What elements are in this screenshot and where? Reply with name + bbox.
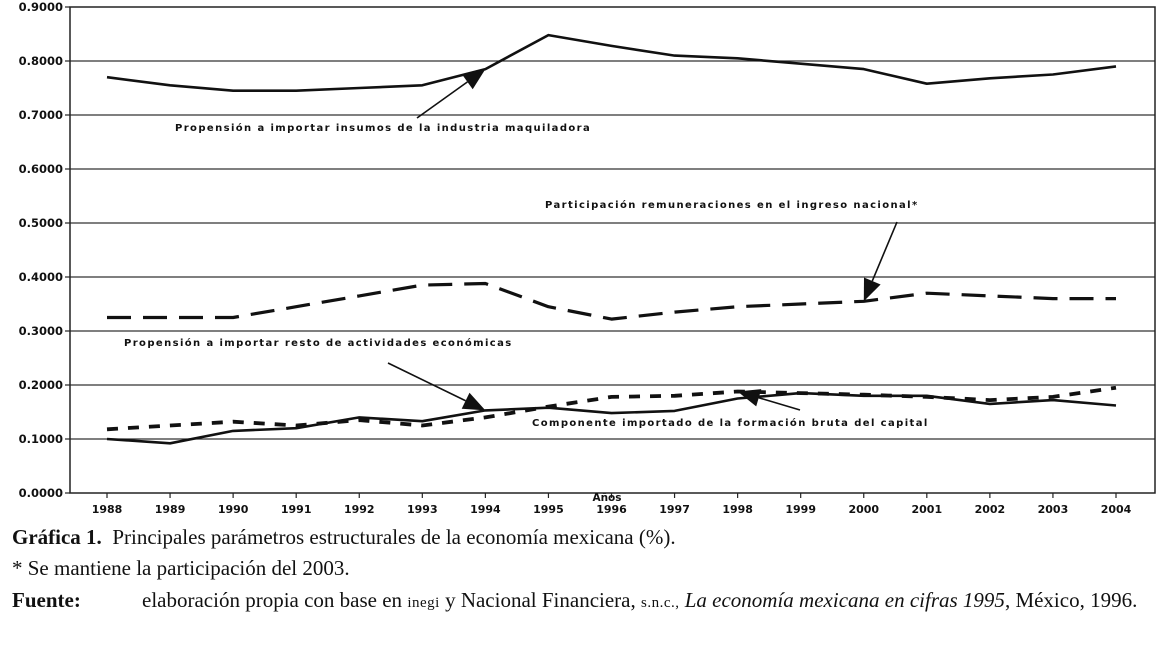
annotation-componente-importado: Componente importado de la formación bruta del capital bbox=[532, 418, 929, 429]
source-org-inegi: inegi bbox=[407, 595, 440, 611]
figure-label: Gráfica 1. bbox=[12, 525, 102, 549]
y-tick-label: 0.2000 bbox=[18, 378, 63, 392]
series-line-1 bbox=[107, 284, 1116, 320]
x-tick-label: 1998 bbox=[722, 503, 753, 515]
source-mid: y Nacional Financiera, bbox=[445, 588, 636, 612]
x-tick-label: 2001 bbox=[911, 503, 943, 515]
arrow-participacion-head bbox=[864, 278, 881, 302]
x-tick-label: 1997 bbox=[659, 503, 690, 515]
annotation-arrows bbox=[388, 69, 897, 410]
x-tick-label: 2003 bbox=[1037, 503, 1069, 515]
y-tick-label: 0.8000 bbox=[18, 54, 63, 68]
arrow-resto-shaft bbox=[388, 363, 466, 401]
x-tick-label: 2004 bbox=[1100, 503, 1132, 515]
annotation-participacion-remuneraciones: Participación remuneraciones en el ingreso nacional* bbox=[545, 200, 919, 211]
x-tick-label: 1995 bbox=[533, 503, 564, 515]
arrow-insumos-head bbox=[462, 69, 485, 89]
x-tick-label: 1989 bbox=[154, 503, 186, 515]
x-tick-label: 1990 bbox=[217, 503, 249, 515]
gridlines bbox=[70, 61, 1155, 439]
y-tick-label: 0.1000 bbox=[18, 432, 63, 446]
y-tick-label: 0.7000 bbox=[18, 108, 63, 122]
source-book-title: La economía mexicana en cifras 1995 bbox=[684, 588, 1005, 612]
x-tick-label: 1993 bbox=[407, 503, 438, 515]
y-tick-label: 0.3000 bbox=[18, 324, 63, 338]
note-text: * Se mantiene la participación del 2003. bbox=[12, 556, 350, 580]
arrow-participacion-shaft bbox=[872, 222, 897, 281]
y-tick-label: 0.9000 bbox=[18, 0, 63, 14]
source-org-snc: s.n.c., bbox=[640, 595, 680, 611]
x-tick-label: 1988 bbox=[91, 503, 123, 515]
x-tick-label: 1999 bbox=[785, 503, 816, 515]
series-line-0 bbox=[107, 35, 1116, 91]
y-tick-label: 0.5000 bbox=[18, 216, 63, 230]
arrow-componente-shaft bbox=[759, 398, 800, 410]
series-lines bbox=[107, 35, 1116, 443]
figure-note bbox=[12, 553, 350, 583]
y-tick-label: 0.6000 bbox=[18, 162, 63, 176]
x-tick-label: 1996 bbox=[596, 503, 627, 515]
x-tick-label: 1994 bbox=[470, 503, 501, 515]
x-tick-label: 1992 bbox=[343, 503, 375, 515]
x-axis-title: Años bbox=[592, 492, 622, 504]
y-tick-label: 0.4000 bbox=[18, 270, 63, 284]
annotation-insumos-maquiladora: Propensión a importar insumos de la industria maquiladora bbox=[175, 123, 592, 134]
arrow-insumos-shaft bbox=[417, 82, 467, 118]
arrow-resto-head bbox=[462, 393, 486, 411]
figure-title: Principales parámetros estructurales de la economía mexicana (%). bbox=[112, 525, 676, 549]
x-tick-label: 2002 bbox=[974, 503, 1006, 515]
source-pre: elaboración propia con base en bbox=[142, 588, 403, 612]
source-text bbox=[142, 585, 1152, 618]
source-label: Fuente: bbox=[12, 588, 81, 612]
annotation-resto-actividades: Propensión a importar resto de actividades económicas bbox=[124, 338, 513, 349]
y-tick-label: 0.0000 bbox=[18, 486, 63, 500]
source-post: , México, 1996. bbox=[1004, 588, 1138, 612]
y-axis-ticks bbox=[19, 0, 70, 500]
x-tick-label: 2000 bbox=[848, 503, 880, 515]
figure-caption bbox=[12, 522, 676, 552]
x-tick-label: 1991 bbox=[280, 503, 312, 515]
